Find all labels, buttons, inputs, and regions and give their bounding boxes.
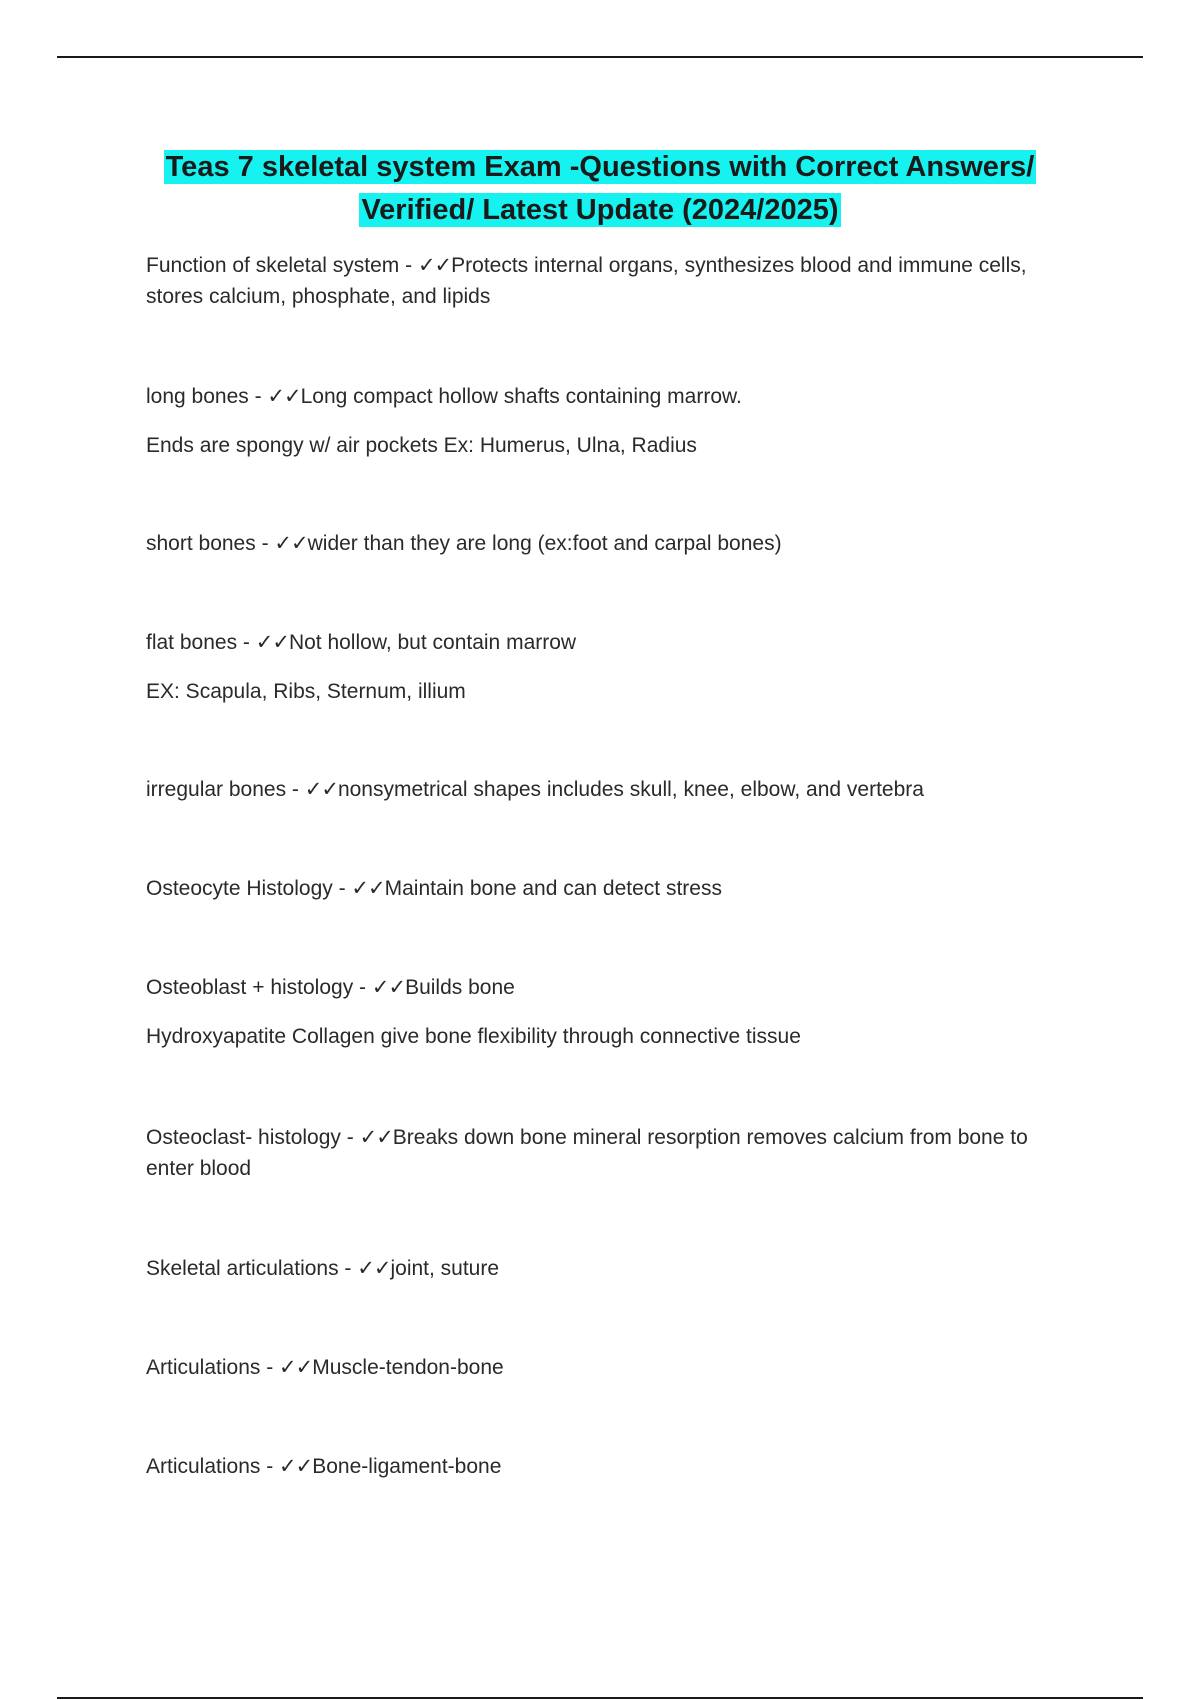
bottom-divider [57,1697,1143,1699]
qa-item-flat-bones [146,627,1046,707]
double-check-icon: ✓✓ [304,777,338,801]
page-title [100,146,1100,232]
qa-answer: joint, suture [390,1257,500,1280]
title-line-2: Verified/ Latest Update (2024/2025) [361,194,839,226]
double-check-icon: ✓✓ [279,1355,313,1379]
qa-term: long bones - [146,385,268,408]
qa-answer: nonsymetrical shapes includes skull, knee, elbow, and vertebra [337,778,924,801]
double-check-icon: ✓✓ [417,253,452,277]
top-divider [57,56,1143,58]
qa-term: Articulations - [146,1356,280,1379]
qa-answer: Builds bone [405,976,515,999]
qa-term: Skeletal articulations - [146,1257,358,1280]
qa-item-articulations-tendon [146,1352,1046,1383]
double-check-icon: ✓✓ [357,1256,391,1280]
qa-item-osteoclast [146,1122,1046,1184]
qa-answer: Breaks down bone mineral resorption removes calcium from bone to enter blood [146,1126,1028,1180]
qa-answer: Muscle-tendon-bone [312,1356,504,1379]
qa-term: Function of skeletal system - [146,254,418,277]
qa-item-function-of-skeletal-system [146,250,1046,312]
qa-extra: Ends are spongy w/ air pockets Ex: Humerus, Ulna, Radius [146,434,697,457]
qa-item-osteoblast [146,972,1046,1052]
double-check-icon: ✓✓ [351,876,385,900]
qa-extra: EX: Scapula, Ribs, Sternum, illium [146,680,466,703]
qa-item-irregular-bones [146,774,1046,805]
qa-item-short-bones [146,528,1046,559]
qa-term: Osteoclast- histology - [146,1126,360,1149]
qa-term: Osteocyte Histology - [146,877,352,900]
qa-term: irregular bones - [146,778,305,801]
qa-answer: Maintain bone and can detect stress [384,877,722,900]
qa-item-long-bones [146,381,1046,461]
qa-extra: Hydroxyapatite Collagen give bone flexibility through connective tissue [146,1025,801,1048]
qa-term: flat bones - [146,631,256,654]
qa-item-skeletal-articulations [146,1253,1046,1284]
qa-answer: Long compact hollow shafts containing marrow. [300,385,742,408]
double-check-icon: ✓✓ [371,975,406,999]
qa-item-osteocyte [146,873,1046,904]
qa-term: Articulations - [146,1455,280,1478]
qa-term: short bones - [146,532,275,555]
double-check-icon: ✓✓ [279,1454,313,1478]
qa-answer: Not hollow, but contain marrow [288,631,577,654]
title-line-1: Teas 7 skeletal system Exam -Questions with Correct Answers/ [165,151,1035,183]
qa-answer: wider than they are long (ex:foot and carpal bones) [307,532,782,555]
double-check-icon: ✓✓ [359,1125,393,1149]
double-check-icon: ✓✓ [274,531,308,555]
qa-answer: Bone-ligament-bone [312,1455,502,1478]
qa-term: Osteoblast + histology - [146,976,372,999]
double-check-icon: ✓✓ [267,384,301,408]
double-check-icon: ✓✓ [255,630,289,654]
qa-item-articulations-ligament [146,1451,1046,1482]
qa-answer: Protects internal organs, synthesizes blood and immune cells, stores calcium, phosphate, and lipids [146,254,1027,308]
